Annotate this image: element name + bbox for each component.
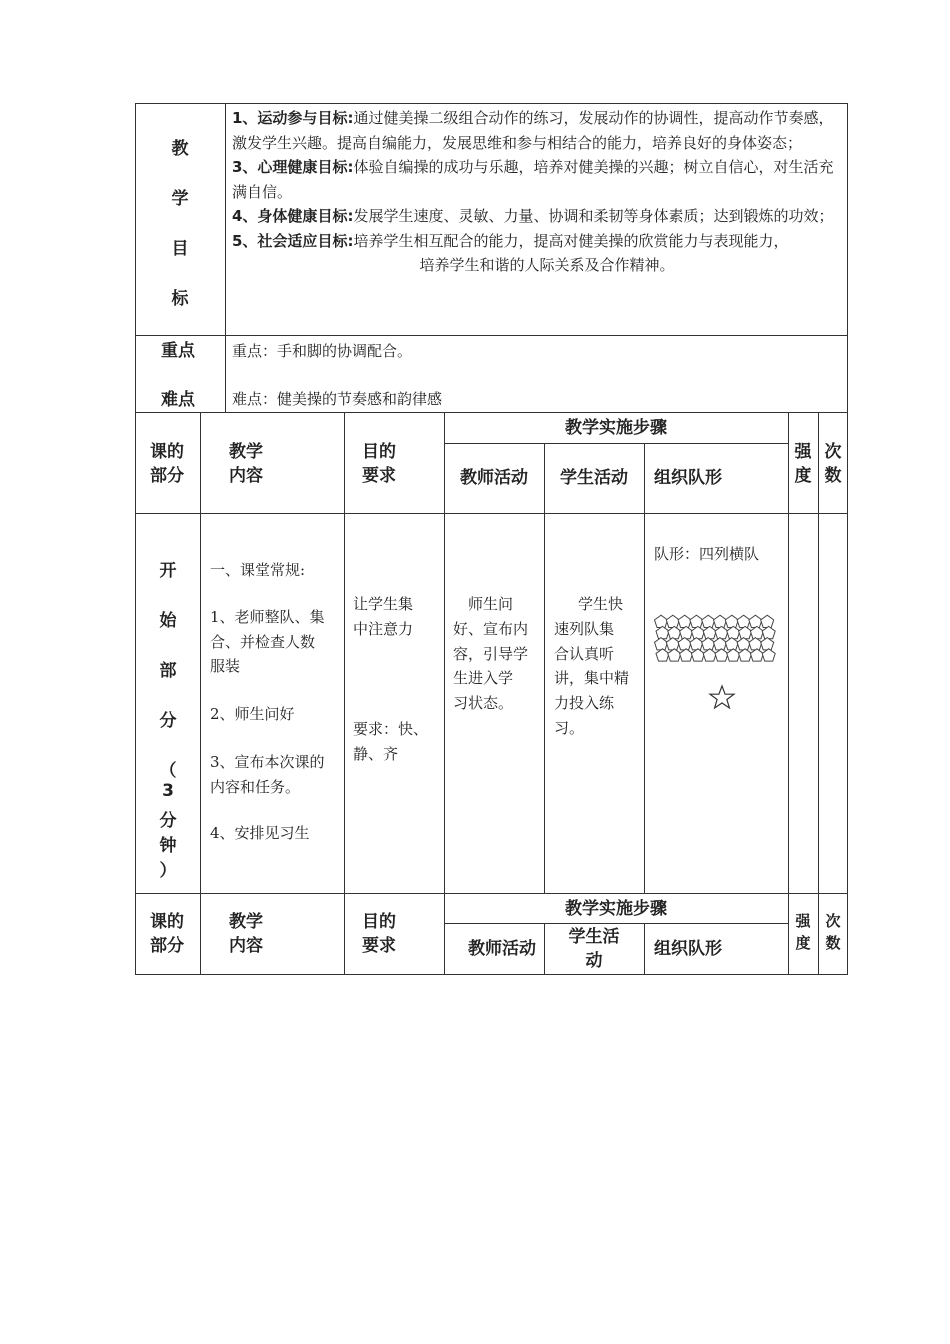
student-line: 速列队集 <box>554 619 615 638</box>
sub-col-divider <box>644 443 645 894</box>
goal-line: 让学生集 <box>353 595 414 613</box>
objective-label: 4、身体健康目标: <box>232 207 354 225</box>
opening-section-char: 分 <box>159 711 177 731</box>
objective-text: 发展学生速度、灵敏、力量、协调和柔韧等身体素质；达到锻炼的功效； <box>353 207 834 225</box>
opening-section-char: ） <box>159 861 177 881</box>
student-pentagon-icon <box>668 626 681 638</box>
key-label: 重点 <box>161 341 195 361</box>
student-pentagon-icon <box>702 638 715 650</box>
header2-section-line: 课的 <box>150 912 184 932</box>
header2-times-char: 次 <box>825 912 841 930</box>
student-pentagon-icon <box>761 638 774 650</box>
student-pentagon-icon <box>725 638 738 650</box>
difficult-label: 难点 <box>161 390 195 410</box>
goal-text <box>353 592 413 641</box>
student-pentagon-icon <box>727 649 740 661</box>
student-pentagon-icon <box>761 615 774 627</box>
student-pentagon-icon <box>666 615 679 627</box>
opening-section-char: 分 <box>159 811 177 831</box>
content-item-1 <box>210 605 325 679</box>
objective-text: 培养学生相互配合的能力，提高对健美操的欣赏能力与表现能力， <box>353 231 789 250</box>
header2-content-line: 教学 <box>229 912 263 932</box>
student-pentagon-icon <box>739 626 752 638</box>
student-pentagon-icon <box>703 649 716 661</box>
objectives-divider <box>225 103 226 413</box>
teacher-activity <box>453 592 541 716</box>
teacher-line: 习状态。 <box>453 694 514 713</box>
content-item-2: 2、师生问好 <box>210 705 295 723</box>
opening-section-char: 钟 <box>159 836 177 856</box>
header2-section <box>150 910 184 958</box>
difficult-text: 难点：健美操的节奏感和韵律感 <box>232 390 443 408</box>
col-divider <box>788 412 789 975</box>
col-divider <box>444 412 445 975</box>
goal-line: 中注意力 <box>353 619 414 638</box>
header2-student-line: 动 <box>585 951 603 971</box>
student-pentagon-icon <box>678 615 691 627</box>
teacher-line: 师生问 <box>468 595 514 613</box>
student-pentagon-icon <box>678 638 691 650</box>
header-content-line: 教学 <box>229 442 263 462</box>
opening-section-char: 开 <box>159 561 177 581</box>
student-line: 习。 <box>554 718 585 737</box>
student-pentagon-icon <box>737 638 750 650</box>
col-divider <box>200 412 201 975</box>
student-pentagon-icon <box>690 638 703 650</box>
student-pentagon-icon <box>690 615 703 627</box>
header-student: 学生活动 <box>560 468 628 488</box>
objective-label: 3、心理健康目标: <box>232 158 354 176</box>
student-pentagon-icon <box>668 649 681 661</box>
header-intensity-char: 度 <box>794 466 812 486</box>
objective-last-line: 培养学生和谐的人际关系及合作精神。 <box>419 256 675 274</box>
student-pentagons <box>655 615 776 661</box>
header2-goal <box>362 910 396 958</box>
student-pentagon-icon <box>714 638 727 650</box>
header2-intensity <box>788 910 818 954</box>
student-pentagon-icon <box>739 649 752 661</box>
student-activity <box>554 592 642 741</box>
objectives-heading-char: 标 <box>171 289 189 309</box>
student-pentagon-icon <box>691 649 704 661</box>
requirement-line: 要求：快、 <box>353 720 429 738</box>
header-content-line: 内容 <box>229 466 263 486</box>
header-steps-divider <box>444 443 788 444</box>
student-line: 力投入练 <box>554 694 615 713</box>
sub-col-divider <box>644 923 645 975</box>
student-pentagon-icon <box>750 626 763 638</box>
key-text: 重点：手和脚的协调配合。 <box>232 342 413 360</box>
opening-bottom-border <box>135 893 848 894</box>
header-section-line: 部分 <box>150 466 184 486</box>
header-intensity-char: 强 <box>794 442 812 462</box>
content-item-line: 合、并检查人数 <box>210 632 316 651</box>
objectives-heading-char: 教 <box>171 139 189 159</box>
header2-times-char: 数 <box>825 934 841 952</box>
content-item-line: 服装 <box>210 657 241 675</box>
teacher-star-icon <box>710 686 734 708</box>
header2-intensity-char: 强 <box>795 912 811 930</box>
sub-col-divider <box>544 443 545 894</box>
col-divider <box>344 412 345 975</box>
header2-section-line: 部分 <box>150 936 184 956</box>
col-divider <box>818 412 819 975</box>
content-item-line: 内容和任务。 <box>210 777 301 796</box>
content-item-3 <box>210 750 325 799</box>
header2-content-line: 内容 <box>229 936 263 956</box>
student-pentagon-icon <box>749 638 762 650</box>
student-pentagon-icon <box>727 626 740 638</box>
header2-goal-line: 目的 <box>362 912 396 932</box>
header-formation: 组织队形 <box>654 468 722 488</box>
header-goal <box>362 440 396 488</box>
header2-steps-divider <box>444 923 788 924</box>
header2-student-line: 学生活 <box>568 927 620 947</box>
content-routine: 一、课堂常规: <box>210 561 306 579</box>
requirement-line: 静、齐 <box>353 744 399 763</box>
objectives-heading-char: 学 <box>171 189 189 209</box>
formation-label: 队形：四列横队 <box>654 545 760 563</box>
header-goal-line: 目的 <box>362 442 396 462</box>
student-pentagon-icon <box>680 649 693 661</box>
student-pentagon-icon <box>714 615 727 627</box>
objective-item <box>232 106 842 155</box>
header-bottom-border <box>135 513 848 514</box>
teacher-line: 生进入学 <box>453 669 514 688</box>
student-pentagon-icon <box>737 615 750 627</box>
student-pentagon-icon <box>715 626 728 638</box>
header2-teacher: 教师活动 <box>468 939 536 959</box>
student-pentagon-icon <box>691 626 704 638</box>
objectives-heading <box>160 134 200 334</box>
student-pentagon-icon <box>715 649 728 661</box>
header-goal-line: 要求 <box>362 466 396 486</box>
objective-item <box>232 229 842 254</box>
student-pentagon-icon <box>725 615 738 627</box>
header2-goal-line: 要求 <box>362 936 396 956</box>
formation-diagram <box>652 612 784 716</box>
opening-section-char: 部 <box>159 661 177 681</box>
header-teacher: 教师活动 <box>460 468 528 488</box>
teacher-line: 好、宣布内 <box>453 619 529 638</box>
header2-intensity-char: 度 <box>795 934 811 952</box>
header-steps: 教学实施步骤 <box>565 418 667 438</box>
header2-steps: 教学实施步骤 <box>565 899 667 919</box>
header2-content <box>229 910 263 958</box>
opening-section-label <box>153 556 183 881</box>
header-times <box>818 440 848 488</box>
student-line: 学生快 <box>578 595 624 613</box>
student-pentagon-icon <box>656 649 669 661</box>
header-intensity <box>788 440 818 488</box>
header2-times <box>818 910 848 954</box>
opening-section-char: 3 <box>162 781 174 801</box>
requirement-text <box>353 717 428 766</box>
keypoints-right-border <box>847 336 848 413</box>
keypoints-left-border <box>135 336 136 413</box>
teacher-line: 容，引导学 <box>453 644 529 663</box>
header2-formation: 组织队形 <box>654 939 722 959</box>
header-times-char: 数 <box>824 466 842 486</box>
objective-text: 通过健美操二级组合动作的练习，发展动作的协调性，提高动作节奏感，激发学生兴趣。提高自编能力，发展思维和参与相结合的能力，培养良好的身体姿态； <box>232 109 834 152</box>
content-item-line: 1、老师整队、集 <box>210 608 325 626</box>
header-times-char: 次 <box>824 442 842 462</box>
student-pentagon-icon <box>656 626 669 638</box>
student-line: 讲，集中精 <box>554 669 630 688</box>
objective-label: 5、社会适应目标: <box>232 231 354 250</box>
student-pentagon-icon <box>702 615 715 627</box>
opening-section-char: （ <box>159 761 177 781</box>
objectives-heading-char: 目 <box>171 239 189 259</box>
student-pentagon-icon <box>655 638 668 650</box>
student-pentagon-icon <box>749 615 762 627</box>
header-section <box>150 440 184 488</box>
content-item-4: 4、安排见习生 <box>210 824 310 842</box>
objective-item <box>232 204 842 229</box>
header-section-line: 课的 <box>150 442 184 462</box>
student-pentagon-icon <box>762 626 775 638</box>
header2-student <box>544 925 644 973</box>
header-content <box>229 440 263 488</box>
student-line: 合认真听 <box>554 644 615 663</box>
objective-item <box>232 155 842 204</box>
objectives-text <box>232 106 842 278</box>
content-item-line: 3、宣布本次课的 <box>210 753 325 771</box>
student-pentagon-icon <box>666 638 679 650</box>
student-pentagon-icon <box>762 649 775 661</box>
student-pentagon-icon <box>680 626 693 638</box>
student-pentagon-icon <box>703 626 716 638</box>
objective-text: 体验自编操的成功与乐趣，培养对健美操的兴趣；树立自信心，对生活充满自信。 <box>232 158 834 201</box>
student-pentagon-icon <box>655 615 668 627</box>
objective-label: 1、运动参与目标: <box>232 109 354 127</box>
opening-section-char: 始 <box>159 611 177 631</box>
student-pentagon-icon <box>750 649 763 661</box>
